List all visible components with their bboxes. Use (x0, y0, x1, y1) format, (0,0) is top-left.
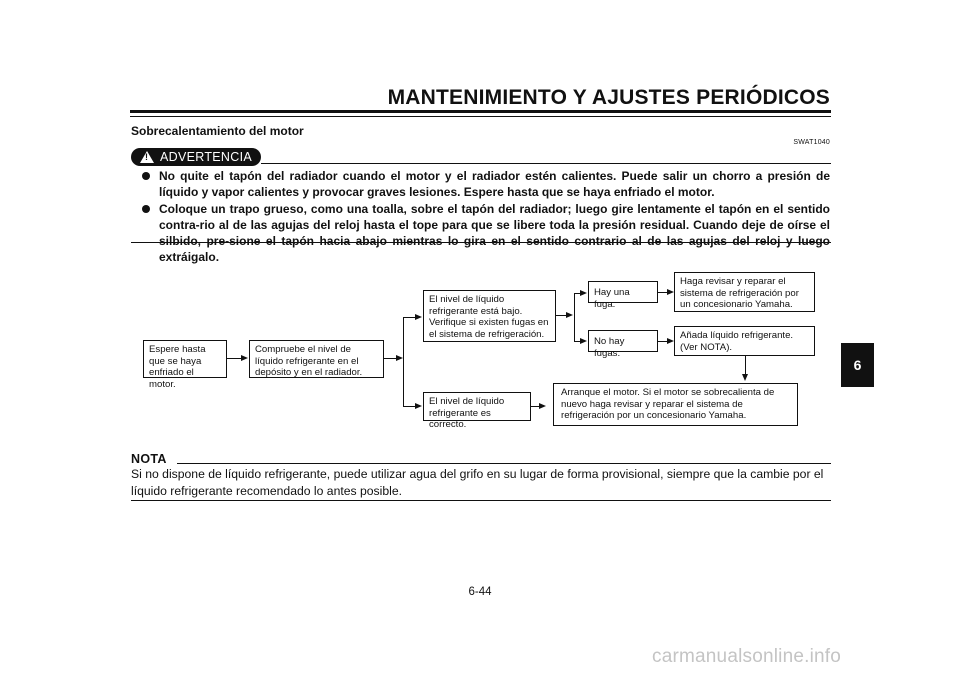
flow-box-no-leak: No hay fugas. (588, 330, 658, 352)
flow-line (658, 341, 667, 342)
nota-label: NOTA (131, 452, 167, 466)
flow-box-repair: Haga revisar y reparar el sistema de refrigeración por un concesionario Yamaha. (674, 272, 815, 312)
flow-box-leak: Hay una fuga. (588, 281, 658, 303)
arrow-right-icon (566, 312, 573, 318)
bullet-icon (142, 205, 150, 213)
header-rule (130, 110, 831, 113)
flow-box-add-coolant: Añada líquido refrigerante. (Ver NOTA). (674, 326, 815, 356)
warning-item-text: Coloque un trapo grueso, como una toalla, sobre el tapón del radiador; luego gire lentamente el tapón en el sentido contra-rio al de las agujas del reloj hasta el tope para que se libere toda la presión residual. Cuando deje de oírse el extráigalo. (159, 201, 830, 265)
flow-box-start-engine: Arranque el motor. Si el motor se sobrecalienta de nuevo haga revisar y reparar el sistema de refrigeración por un concesionario Yamaha. (553, 383, 798, 426)
flow-line (403, 317, 415, 318)
flow-line (384, 358, 396, 359)
section-heading: Sobrecalentamiento del motor (131, 124, 304, 138)
flow-line (531, 406, 539, 407)
flow-line (403, 406, 415, 407)
arrow-down-icon (742, 374, 748, 381)
warning-rule (261, 163, 831, 164)
warning-item (140, 168, 830, 201)
flow-line (403, 317, 404, 407)
arrow-right-icon (396, 355, 403, 361)
arrow-right-icon (580, 338, 587, 344)
flow-box-level-ok: El nivel de líquido refrigerante es correcto. (423, 392, 531, 421)
arrow-right-icon (415, 403, 422, 409)
warning-triangle-icon (140, 151, 154, 163)
flow-box-low-level: El nivel de líquido refrigerante está bajo. Verifique si existen fugas en el sistema de refrigeración. (423, 290, 556, 342)
page-number: 6-44 (468, 586, 492, 598)
watermark: carmanualsonline.info (652, 646, 842, 667)
arrow-right-icon (667, 289, 674, 295)
chapter-tab: 6 (841, 343, 874, 387)
warning-badge (131, 148, 261, 166)
arrow-right-icon (580, 290, 587, 296)
arrow-right-icon (667, 338, 674, 344)
nota-rule (177, 463, 831, 464)
bullet-icon (142, 172, 150, 180)
flow-line (658, 292, 667, 293)
warning-badge-label: ADVERTENCIA (160, 150, 252, 164)
reference-code: SWAT1040 (793, 139, 830, 146)
page-title: MANTENIMIENTO Y AJUSTES PERIÓDICOS (387, 86, 830, 109)
warning-end-rule (131, 242, 831, 243)
flow-line (745, 356, 746, 374)
flow-line (574, 293, 575, 342)
flow-line (227, 358, 241, 359)
warning-item-text: No quite el tapón del radiador cuando el motor y el radiador estén calientes. Puede salir un chorro a presión de líquido y vapor calientes y provocar graves lesiones. Espere hasta que se haya enfriado el motor. (159, 169, 830, 200)
nota-end-rule (131, 500, 831, 501)
flow-box-wait: Espere hasta que se haya enfriado el motor. (143, 340, 227, 378)
warning-item (140, 201, 830, 266)
arrow-right-icon (539, 403, 546, 409)
arrow-right-icon (241, 355, 248, 361)
warning-list (140, 168, 830, 266)
flow-line (556, 315, 566, 316)
arrow-right-icon (415, 314, 422, 320)
nota-text: Si no dispone de líquido refrigerante, puede utilizar agua del grifo en su lugar de forma provisional, siempre que la cambie por el líquido refrigerante recomendado lo antes posible. (131, 467, 824, 498)
header-rule-thin (130, 116, 831, 117)
flow-box-check: Compruebe el nivel de líquido refrigerante en el depósito y en el radiador. (249, 340, 384, 378)
